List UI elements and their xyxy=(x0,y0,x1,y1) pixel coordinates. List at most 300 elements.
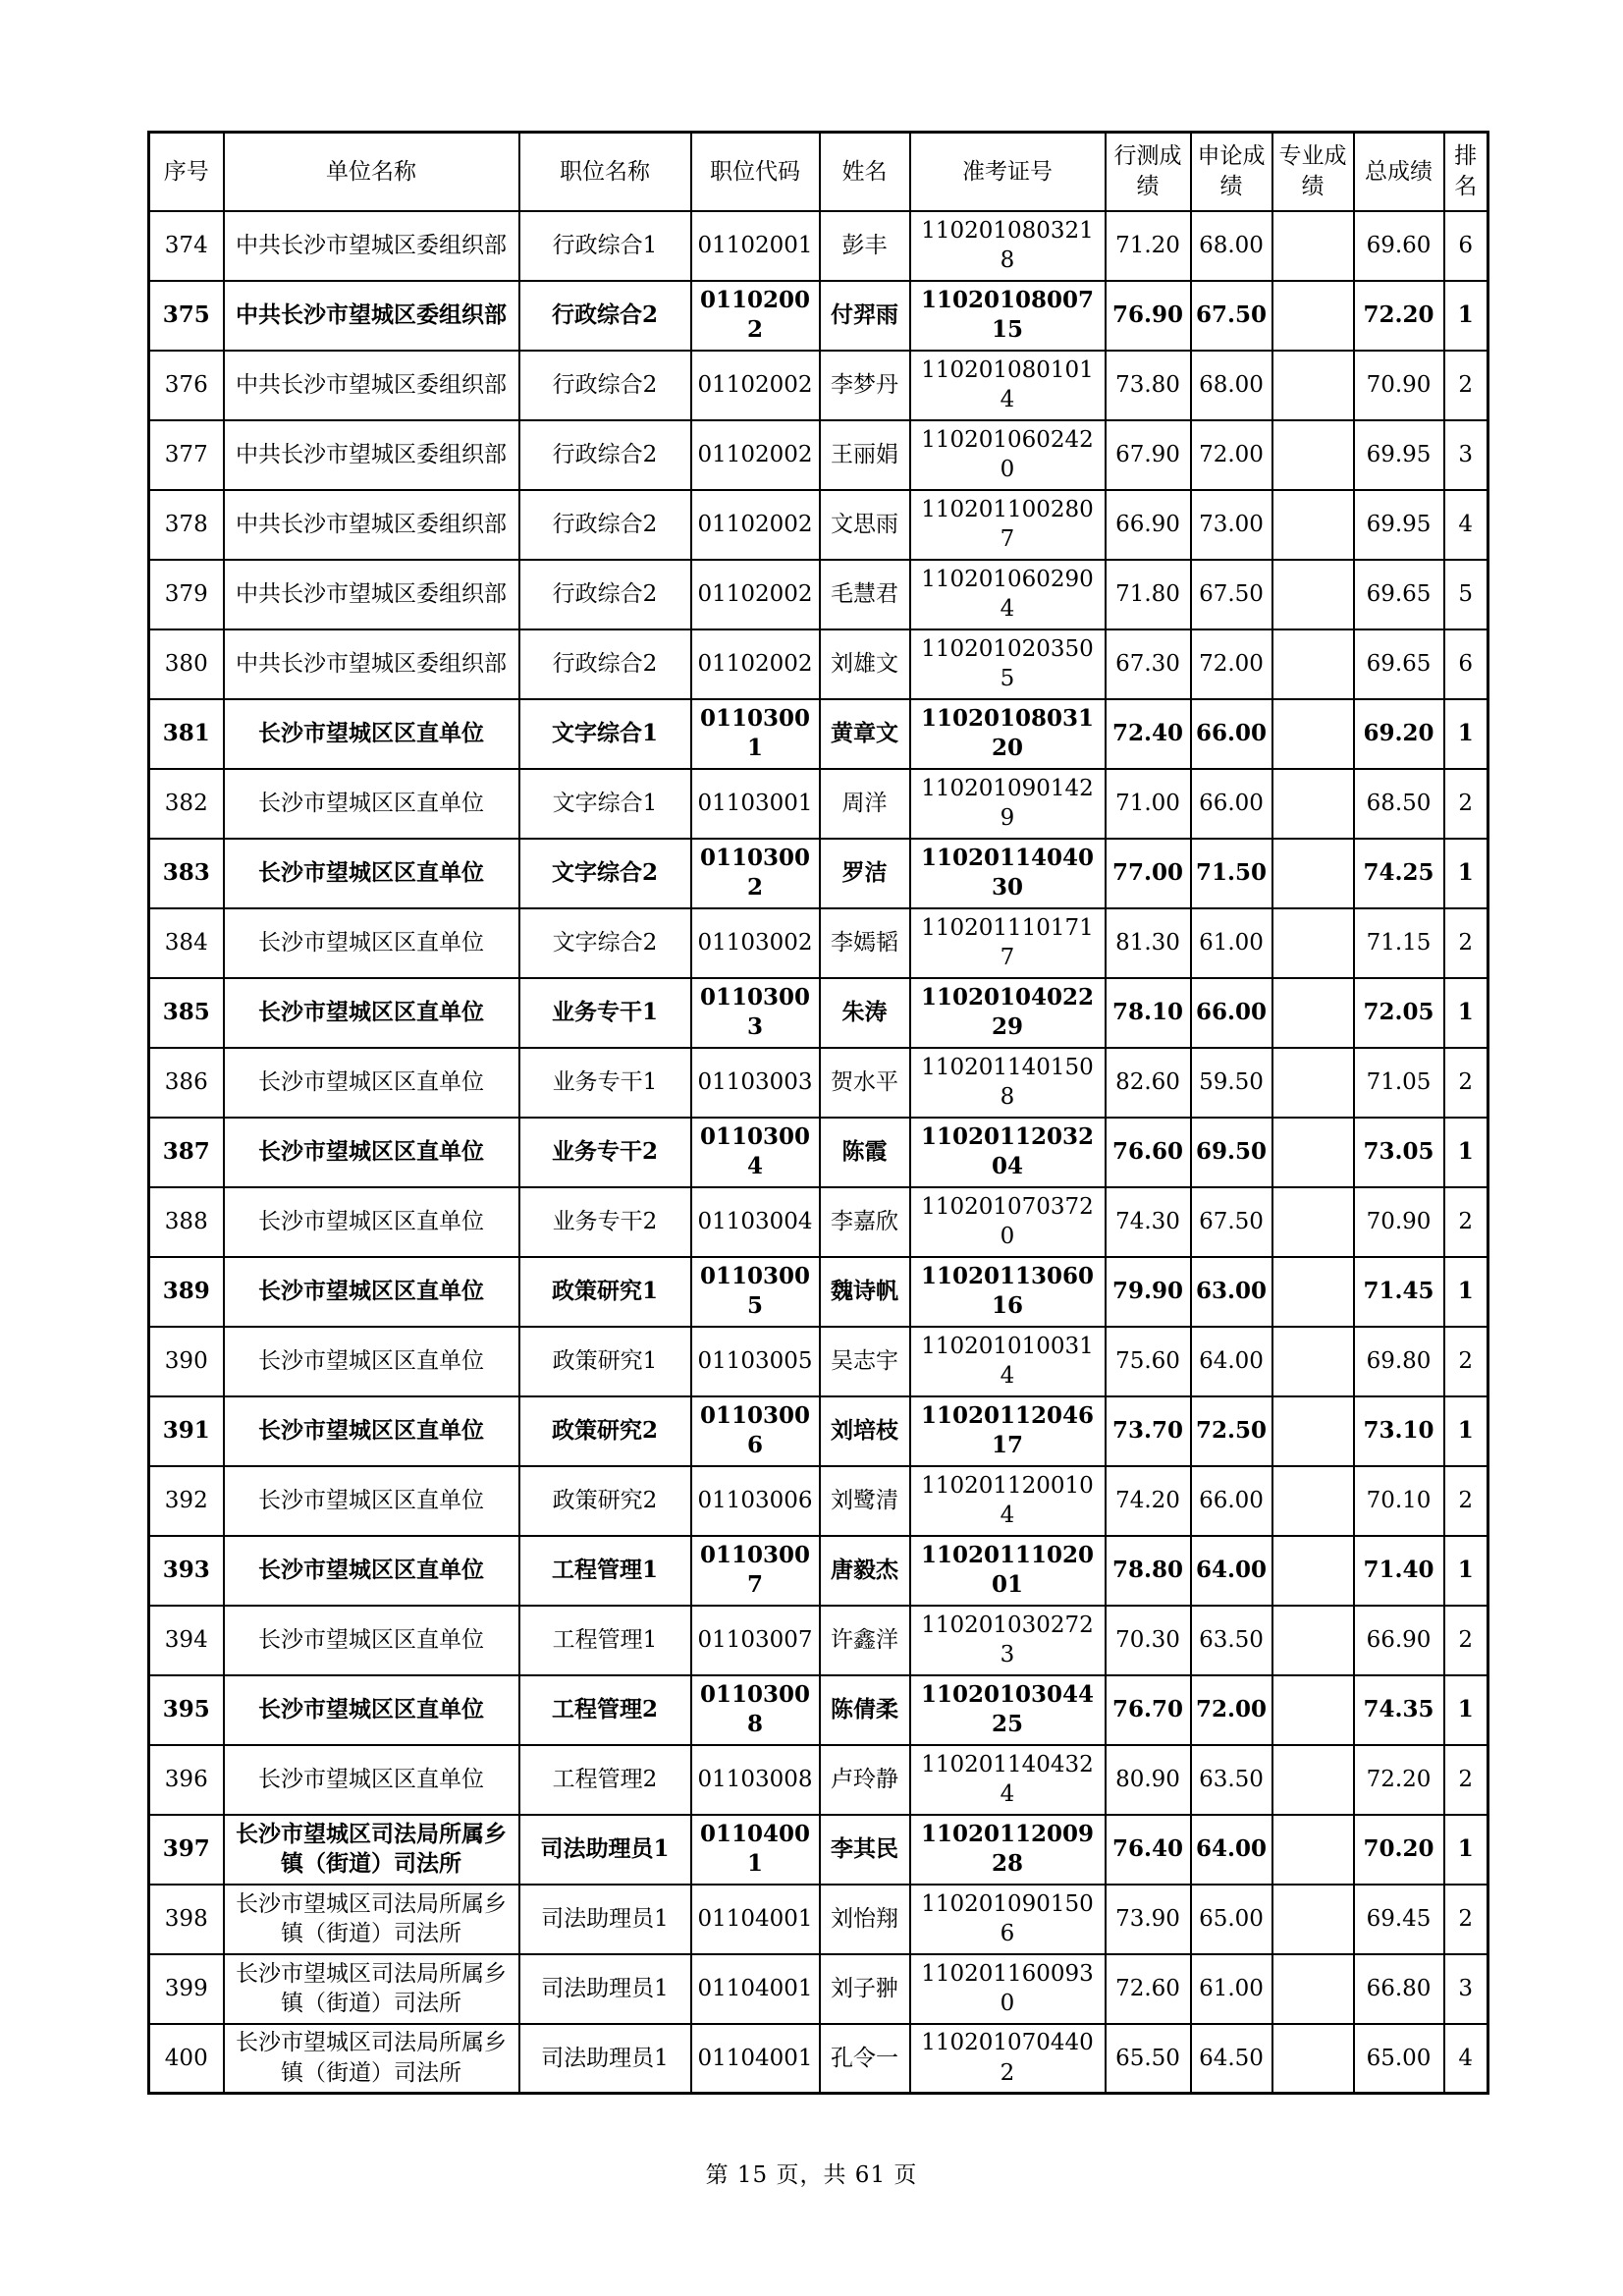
cell-candidate-name: 黄章文 xyxy=(820,699,910,769)
cell-total-score: 70.90 xyxy=(1354,351,1444,420)
cell-candidate-name: 王丽娟 xyxy=(820,420,910,490)
cell-seq: 388 xyxy=(149,1187,224,1257)
cell-zhuanye-score xyxy=(1272,2024,1354,2094)
cell-shenlun-score: 68.00 xyxy=(1191,211,1272,281)
cell-total-score: 69.45 xyxy=(1354,1885,1444,1954)
cell-xingce-score: 76.90 xyxy=(1106,281,1191,351)
cell-total-score: 71.15 xyxy=(1354,908,1444,978)
cell-seq: 398 xyxy=(149,1885,224,1954)
cell-rank: 2 xyxy=(1444,1466,1488,1536)
cell-candidate-name: 卢玲静 xyxy=(820,1745,910,1815)
cell-candidate-name: 孔令一 xyxy=(820,2024,910,2094)
cell-total-score: 72.20 xyxy=(1354,1745,1444,1815)
table-row xyxy=(149,978,1488,1048)
cell-unit-name: 中共长沙市望城区委组织部 xyxy=(224,211,519,281)
cell-seq: 399 xyxy=(149,1954,224,2024)
cell-position-name: 工程管理1 xyxy=(519,1606,691,1675)
cell-total-score: 68.50 xyxy=(1354,769,1444,839)
cell-position-code: 01103002 xyxy=(691,908,820,978)
cell-position-code: 01103007 xyxy=(691,1606,820,1675)
cell-ticket-number: 1102010703720 xyxy=(910,1187,1106,1257)
cell-position-name: 司法助理员1 xyxy=(519,1885,691,1954)
cell-unit-name: 长沙市望城区区直单位 xyxy=(224,1466,519,1536)
cell-zhuanye-score xyxy=(1272,1675,1354,1745)
cell-total-score: 73.10 xyxy=(1354,1396,1444,1466)
cell-ticket-number: 1102011102001 xyxy=(910,1536,1106,1606)
cell-ticket-number: 1102010803120 xyxy=(910,699,1106,769)
cell-candidate-name: 吴志宇 xyxy=(820,1327,910,1396)
cell-unit-name: 长沙市望城区区直单位 xyxy=(224,908,519,978)
cell-shenlun-score: 72.00 xyxy=(1191,420,1272,490)
cell-candidate-name: 刘雄文 xyxy=(820,629,910,699)
cell-zhuanye-score xyxy=(1272,769,1354,839)
cell-xingce-score: 73.70 xyxy=(1106,1396,1191,1466)
header-candidate-name: 姓名 xyxy=(820,133,910,211)
cell-position-name: 业务专干2 xyxy=(519,1187,691,1257)
cell-unit-name: 长沙市望城区区直单位 xyxy=(224,1187,519,1257)
cell-position-name: 行政综合2 xyxy=(519,560,691,629)
cell-position-name: 业务专干1 xyxy=(519,1048,691,1118)
cell-zhuanye-score xyxy=(1272,839,1354,908)
cell-ticket-number: 1102011404324 xyxy=(910,1745,1106,1815)
cell-candidate-name: 陈霞 xyxy=(820,1118,910,1187)
cell-position-name: 行政综合2 xyxy=(519,420,691,490)
cell-position-code: 01103005 xyxy=(691,1327,820,1396)
page-footer: 第 15 页，共 61 页 xyxy=(705,2162,918,2188)
cell-rank: 2 xyxy=(1444,1187,1488,1257)
cell-candidate-name: 朱涛 xyxy=(820,978,910,1048)
header-zhuanye-score: 专业成绩 xyxy=(1272,133,1354,211)
cell-candidate-name: 周洋 xyxy=(820,769,910,839)
cell-seq: 395 xyxy=(149,1675,224,1745)
cell-total-score: 70.20 xyxy=(1354,1815,1444,1885)
cell-unit-name: 长沙市望城区区直单位 xyxy=(224,839,519,908)
cell-seq: 396 xyxy=(149,1745,224,1815)
cell-unit-name: 长沙市望城区区直单位 xyxy=(224,1745,519,1815)
header-row xyxy=(149,133,1488,211)
cell-total-score: 73.05 xyxy=(1354,1118,1444,1187)
cell-shenlun-score: 66.00 xyxy=(1191,699,1272,769)
cell-rank: 2 xyxy=(1444,1885,1488,1954)
cell-ticket-number: 1102011404030 xyxy=(910,839,1106,908)
cell-unit-name: 长沙市望城区区直单位 xyxy=(224,1327,519,1396)
cell-ticket-number: 1102010801014 xyxy=(910,351,1106,420)
cell-ticket-number: 1102011200104 xyxy=(910,1466,1106,1536)
cell-total-score: 69.20 xyxy=(1354,699,1444,769)
cell-ticket-number: 1102010302723 xyxy=(910,1606,1106,1675)
cell-xingce-score: 72.60 xyxy=(1106,1954,1191,2024)
table-row xyxy=(149,1675,1488,1745)
cell-position-code: 01103003 xyxy=(691,1048,820,1118)
cell-rank: 1 xyxy=(1444,281,1488,351)
cell-zhuanye-score xyxy=(1272,1536,1354,1606)
cell-shenlun-score: 63.50 xyxy=(1191,1745,1272,1815)
cell-shenlun-score: 72.00 xyxy=(1191,1675,1272,1745)
cell-unit-name: 长沙市望城区区直单位 xyxy=(224,769,519,839)
header-xingce-score: 行测成绩 xyxy=(1106,133,1191,211)
cell-shenlun-score: 63.00 xyxy=(1191,1257,1272,1327)
cell-position-code: 01103006 xyxy=(691,1396,820,1466)
table-row xyxy=(149,1745,1488,1815)
cell-rank: 4 xyxy=(1444,2024,1488,2094)
cell-zhuanye-score xyxy=(1272,699,1354,769)
cell-seq: 376 xyxy=(149,351,224,420)
cell-total-score: 70.90 xyxy=(1354,1187,1444,1257)
header-shenlun-score: 申论成绩 xyxy=(1191,133,1272,211)
cell-candidate-name: 李其民 xyxy=(820,1815,910,1885)
cell-position-name: 工程管理1 xyxy=(519,1536,691,1606)
cell-position-name: 工程管理2 xyxy=(519,1745,691,1815)
cell-candidate-name: 李梦丹 xyxy=(820,351,910,420)
cell-zhuanye-score xyxy=(1272,1257,1354,1327)
header-ticket-number: 准考证号 xyxy=(910,133,1106,211)
cell-shenlun-score: 72.50 xyxy=(1191,1396,1272,1466)
cell-shenlun-score: 65.00 xyxy=(1191,1885,1272,1954)
cell-unit-name: 长沙市望城区区直单位 xyxy=(224,1536,519,1606)
cell-zhuanye-score xyxy=(1272,1885,1354,1954)
cell-candidate-name: 罗洁 xyxy=(820,839,910,908)
cell-ticket-number: 1102011200928 xyxy=(910,1815,1106,1885)
cell-total-score: 71.05 xyxy=(1354,1048,1444,1118)
cell-total-score: 69.95 xyxy=(1354,420,1444,490)
cell-unit-name: 长沙市望城区司法局所属乡镇（街道）司法所 xyxy=(224,2024,519,2094)
cell-xingce-score: 65.50 xyxy=(1106,2024,1191,2094)
cell-seq: 375 xyxy=(149,281,224,351)
cell-seq: 384 xyxy=(149,908,224,978)
cell-total-score: 70.10 xyxy=(1354,1466,1444,1536)
cell-position-code: 01104001 xyxy=(691,1885,820,1954)
cell-position-name: 工程管理2 xyxy=(519,1675,691,1745)
header-total-score: 总成绩 xyxy=(1354,133,1444,211)
cell-unit-name: 长沙市望城区区直单位 xyxy=(224,1118,519,1187)
cell-shenlun-score: 66.00 xyxy=(1191,769,1272,839)
cell-ticket-number: 1102010203505 xyxy=(910,629,1106,699)
cell-zhuanye-score xyxy=(1272,1396,1354,1466)
cell-total-score: 74.35 xyxy=(1354,1675,1444,1745)
cell-candidate-name: 毛慧君 xyxy=(820,560,910,629)
table-row xyxy=(149,1396,1488,1466)
cell-shenlun-score: 68.00 xyxy=(1191,351,1272,420)
cell-seq: 392 xyxy=(149,1466,224,1536)
cell-xingce-score: 79.90 xyxy=(1106,1257,1191,1327)
table-row xyxy=(149,560,1488,629)
cell-candidate-name: 刘子翀 xyxy=(820,1954,910,2024)
cell-ticket-number: 1102010901429 xyxy=(910,769,1106,839)
cell-shenlun-score: 63.50 xyxy=(1191,1606,1272,1675)
cell-shenlun-score: 67.50 xyxy=(1191,560,1272,629)
cell-position-code: 01102001 xyxy=(691,211,820,281)
cell-ticket-number: 1102010402229 xyxy=(910,978,1106,1048)
cell-seq: 387 xyxy=(149,1118,224,1187)
cell-zhuanye-score xyxy=(1272,1815,1354,1885)
table-row xyxy=(149,908,1488,978)
cell-shenlun-score: 64.00 xyxy=(1191,1536,1272,1606)
cell-xingce-score: 71.20 xyxy=(1106,211,1191,281)
table-body xyxy=(149,211,1488,2094)
cell-seq: 393 xyxy=(149,1536,224,1606)
cell-zhuanye-score xyxy=(1272,1327,1354,1396)
cell-xingce-score: 66.90 xyxy=(1106,490,1191,560)
cell-position-name: 行政综合1 xyxy=(519,211,691,281)
cell-zhuanye-score xyxy=(1272,1048,1354,1118)
cell-rank: 1 xyxy=(1444,1396,1488,1466)
cell-position-name: 司法助理员1 xyxy=(519,2024,691,2094)
cell-candidate-name: 刘培枝 xyxy=(820,1396,910,1466)
cell-zhuanye-score xyxy=(1272,560,1354,629)
cell-shenlun-score: 66.00 xyxy=(1191,1466,1272,1536)
table-row xyxy=(149,1466,1488,1536)
cell-rank: 4 xyxy=(1444,490,1488,560)
cell-xingce-score: 71.00 xyxy=(1106,769,1191,839)
header-position-code: 职位代码 xyxy=(691,133,820,211)
cell-zhuanye-score xyxy=(1272,1118,1354,1187)
cell-candidate-name: 李嫣韬 xyxy=(820,908,910,978)
cell-shenlun-score: 61.00 xyxy=(1191,908,1272,978)
cell-position-name: 文字综合2 xyxy=(519,839,691,908)
cell-candidate-name: 贺水平 xyxy=(820,1048,910,1118)
cell-xingce-score: 73.90 xyxy=(1106,1885,1191,1954)
cell-ticket-number: 1102010100314 xyxy=(910,1327,1106,1396)
cell-shenlun-score: 59.50 xyxy=(1191,1048,1272,1118)
cell-total-score: 69.95 xyxy=(1354,490,1444,560)
cell-position-name: 行政综合2 xyxy=(519,281,691,351)
cell-ticket-number: 1102011002807 xyxy=(910,490,1106,560)
header-seq: 序号 xyxy=(149,133,224,211)
table-row xyxy=(149,839,1488,908)
cell-unit-name: 长沙市望城区区直单位 xyxy=(224,699,519,769)
cell-position-code: 01102002 xyxy=(691,629,820,699)
cell-ticket-number: 1102011204617 xyxy=(910,1396,1106,1466)
table-row xyxy=(149,629,1488,699)
cell-zhuanye-score xyxy=(1272,1745,1354,1815)
cell-unit-name: 长沙市望城区区直单位 xyxy=(224,1257,519,1327)
cell-rank: 3 xyxy=(1444,420,1488,490)
cell-xingce-score: 72.40 xyxy=(1106,699,1191,769)
cell-xingce-score: 70.30 xyxy=(1106,1606,1191,1675)
cell-rank: 1 xyxy=(1444,978,1488,1048)
cell-ticket-number: 1102011203204 xyxy=(910,1118,1106,1187)
cell-position-name: 司法助理员1 xyxy=(519,1954,691,2024)
cell-rank: 2 xyxy=(1444,908,1488,978)
cell-total-score: 69.65 xyxy=(1354,560,1444,629)
cell-position-name: 行政综合2 xyxy=(519,351,691,420)
cell-shenlun-score: 67.50 xyxy=(1191,1187,1272,1257)
cell-rank: 1 xyxy=(1444,839,1488,908)
cell-zhuanye-score xyxy=(1272,281,1354,351)
cell-unit-name: 中共长沙市望城区委组织部 xyxy=(224,560,519,629)
cell-total-score: 71.45 xyxy=(1354,1257,1444,1327)
cell-xingce-score: 78.10 xyxy=(1106,978,1191,1048)
table-row xyxy=(149,699,1488,769)
cell-ticket-number: 1102011101717 xyxy=(910,908,1106,978)
cell-unit-name: 中共长沙市望城区委组织部 xyxy=(224,351,519,420)
cell-seq: 377 xyxy=(149,420,224,490)
cell-unit-name: 长沙市望城区区直单位 xyxy=(224,1396,519,1466)
cell-shenlun-score: 69.50 xyxy=(1191,1118,1272,1187)
cell-seq: 378 xyxy=(149,490,224,560)
table-row xyxy=(149,769,1488,839)
cell-seq: 390 xyxy=(149,1327,224,1396)
cell-position-code: 01103005 xyxy=(691,1257,820,1327)
cell-total-score: 74.25 xyxy=(1354,839,1444,908)
cell-unit-name: 中共长沙市望城区委组织部 xyxy=(224,490,519,560)
cell-seq: 382 xyxy=(149,769,224,839)
cell-xingce-score: 76.70 xyxy=(1106,1675,1191,1745)
cell-unit-name: 中共长沙市望城区委组织部 xyxy=(224,281,519,351)
cell-rank: 1 xyxy=(1444,699,1488,769)
cell-position-code: 01104001 xyxy=(691,2024,820,2094)
cell-zhuanye-score xyxy=(1272,490,1354,560)
cell-position-name: 业务专干1 xyxy=(519,978,691,1048)
cell-rank: 1 xyxy=(1444,1536,1488,1606)
cell-position-name: 行政综合2 xyxy=(519,629,691,699)
cell-rank: 2 xyxy=(1444,351,1488,420)
table-row xyxy=(149,1606,1488,1675)
cell-position-code: 01102002 xyxy=(691,281,820,351)
cell-position-code: 01102002 xyxy=(691,420,820,490)
cell-rank: 2 xyxy=(1444,1745,1488,1815)
cell-position-name: 司法助理员1 xyxy=(519,1815,691,1885)
cell-seq: 379 xyxy=(149,560,224,629)
cell-unit-name: 长沙市望城区区直单位 xyxy=(224,978,519,1048)
cell-total-score: 66.90 xyxy=(1354,1606,1444,1675)
cell-zhuanye-score xyxy=(1272,211,1354,281)
cell-position-code: 01103004 xyxy=(691,1118,820,1187)
table-row xyxy=(149,2024,1488,2094)
table-row xyxy=(149,1327,1488,1396)
cell-zhuanye-score xyxy=(1272,1187,1354,1257)
cell-xingce-score: 82.60 xyxy=(1106,1048,1191,1118)
cell-unit-name: 长沙市望城区区直单位 xyxy=(224,1606,519,1675)
cell-xingce-score: 71.80 xyxy=(1106,560,1191,629)
cell-xingce-score: 81.30 xyxy=(1106,908,1191,978)
cell-position-code: 01102002 xyxy=(691,560,820,629)
cell-position-code: 01103004 xyxy=(691,1187,820,1257)
cell-seq: 383 xyxy=(149,839,224,908)
cell-xingce-score: 67.30 xyxy=(1106,629,1191,699)
cell-seq: 386 xyxy=(149,1048,224,1118)
table-row xyxy=(149,490,1488,560)
cell-position-code: 01103001 xyxy=(691,769,820,839)
cell-position-code: 01103008 xyxy=(691,1675,820,1745)
cell-ticket-number: 1102010304425 xyxy=(910,1675,1106,1745)
score-table xyxy=(147,131,1489,2095)
cell-shenlun-score: 67.50 xyxy=(1191,281,1272,351)
cell-position-name: 文字综合1 xyxy=(519,769,691,839)
cell-position-code: 01103001 xyxy=(691,699,820,769)
cell-seq: 394 xyxy=(149,1606,224,1675)
table-row xyxy=(149,1536,1488,1606)
cell-unit-name: 中共长沙市望城区委组织部 xyxy=(224,629,519,699)
table-row xyxy=(149,211,1488,281)
cell-xingce-score: 76.40 xyxy=(1106,1815,1191,1885)
cell-xingce-score: 77.00 xyxy=(1106,839,1191,908)
cell-candidate-name: 唐毅杰 xyxy=(820,1536,910,1606)
cell-candidate-name: 李嘉欣 xyxy=(820,1187,910,1257)
table-row xyxy=(149,1815,1488,1885)
cell-position-code: 01103002 xyxy=(691,839,820,908)
cell-total-score: 69.65 xyxy=(1354,629,1444,699)
cell-shenlun-score: 61.00 xyxy=(1191,1954,1272,2024)
cell-position-code: 01102002 xyxy=(691,351,820,420)
cell-seq: 391 xyxy=(149,1396,224,1466)
cell-unit-name: 长沙市望城区区直单位 xyxy=(224,1675,519,1745)
cell-position-code: 01103003 xyxy=(691,978,820,1048)
table-row xyxy=(149,1118,1488,1187)
cell-seq: 389 xyxy=(149,1257,224,1327)
cell-rank: 1 xyxy=(1444,1118,1488,1187)
cell-rank: 6 xyxy=(1444,211,1488,281)
table-row xyxy=(149,1954,1488,2024)
cell-position-name: 政策研究1 xyxy=(519,1327,691,1396)
cell-rank: 3 xyxy=(1444,1954,1488,2024)
cell-shenlun-score: 64.00 xyxy=(1191,1327,1272,1396)
table-header xyxy=(149,133,1488,211)
table-row xyxy=(149,420,1488,490)
cell-total-score: 69.80 xyxy=(1354,1327,1444,1396)
cell-xingce-score: 80.90 xyxy=(1106,1745,1191,1815)
cell-zhuanye-score xyxy=(1272,629,1354,699)
cell-ticket-number: 1102010901506 xyxy=(910,1885,1106,1954)
cell-candidate-name: 许鑫洋 xyxy=(820,1606,910,1675)
cell-position-name: 政策研究2 xyxy=(519,1396,691,1466)
cell-unit-name: 长沙市望城区司法局所属乡镇（街道）司法所 xyxy=(224,1954,519,2024)
cell-candidate-name: 刘鹭清 xyxy=(820,1466,910,1536)
cell-rank: 1 xyxy=(1444,1257,1488,1327)
cell-rank: 2 xyxy=(1444,769,1488,839)
cell-candidate-name: 文思雨 xyxy=(820,490,910,560)
cell-position-name: 行政综合2 xyxy=(519,490,691,560)
cell-zhuanye-score xyxy=(1272,1466,1354,1536)
cell-shenlun-score: 64.50 xyxy=(1191,2024,1272,2094)
cell-seq: 385 xyxy=(149,978,224,1048)
cell-shenlun-score: 66.00 xyxy=(1191,978,1272,1048)
cell-position-name: 政策研究2 xyxy=(519,1466,691,1536)
cell-shenlun-score: 64.00 xyxy=(1191,1815,1272,1885)
cell-unit-name: 长沙市望城区区直单位 xyxy=(224,1048,519,1118)
cell-zhuanye-score xyxy=(1272,420,1354,490)
cell-xingce-score: 78.80 xyxy=(1106,1536,1191,1606)
cell-candidate-name: 付羿雨 xyxy=(820,281,910,351)
cell-candidate-name: 魏诗帆 xyxy=(820,1257,910,1327)
cell-shenlun-score: 71.50 xyxy=(1191,839,1272,908)
cell-position-code: 01104001 xyxy=(691,1954,820,2024)
table-row xyxy=(149,281,1488,351)
cell-shenlun-score: 72.00 xyxy=(1191,629,1272,699)
cell-total-score: 65.00 xyxy=(1354,2024,1444,2094)
cell-unit-name: 中共长沙市望城区委组织部 xyxy=(224,420,519,490)
cell-rank: 1 xyxy=(1444,1815,1488,1885)
cell-position-name: 文字综合1 xyxy=(519,699,691,769)
cell-position-name: 文字综合2 xyxy=(519,908,691,978)
table-row xyxy=(149,351,1488,420)
table-row xyxy=(149,1187,1488,1257)
header-rank: 排名 xyxy=(1444,133,1488,211)
cell-position-code: 01103006 xyxy=(691,1466,820,1536)
cell-ticket-number: 1102010602420 xyxy=(910,420,1106,490)
cell-seq: 380 xyxy=(149,629,224,699)
cell-position-code: 01104001 xyxy=(691,1815,820,1885)
cell-rank: 6 xyxy=(1444,629,1488,699)
cell-total-score: 72.05 xyxy=(1354,978,1444,1048)
cell-seq: 397 xyxy=(149,1815,224,1885)
cell-rank: 1 xyxy=(1444,1675,1488,1745)
cell-xingce-score: 76.60 xyxy=(1106,1118,1191,1187)
cell-ticket-number: 1102010800715 xyxy=(910,281,1106,351)
cell-total-score: 71.40 xyxy=(1354,1536,1444,1606)
cell-seq: 381 xyxy=(149,699,224,769)
cell-position-name: 业务专干2 xyxy=(519,1118,691,1187)
